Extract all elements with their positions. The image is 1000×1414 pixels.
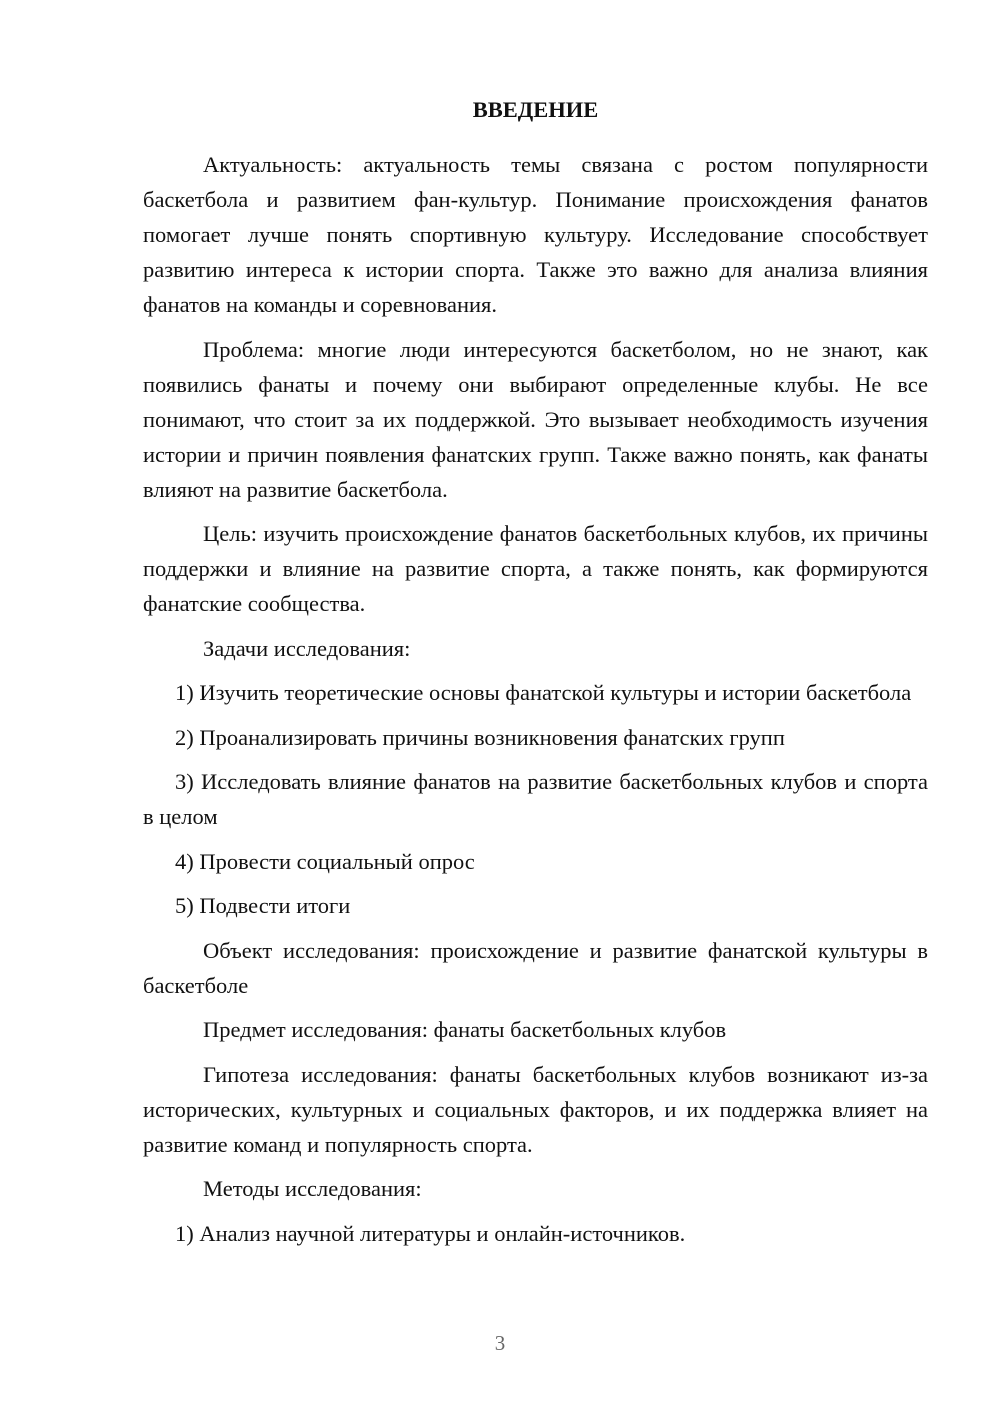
task-item: 5) Подвести итоги: [175, 893, 351, 918]
method-item: 1) Анализ научной литературы и онлайн-источников.: [175, 1220, 686, 1246]
document-page: [143, 92, 928, 1260]
paragraph-relevance: Актуальность: актуальность темы связана с ростом популярности баскетбола и развитием фан-культур. Понимание происхождения фанатов помогает лучше понять спортивную культуру. Исследование способствует развитию интереса к истории спорта. Также это важно для анализа влияния фанатов на команды и соревнования.: [143, 152, 928, 317]
task-item: 3) Исследовать влияние фанатов на развитие баскетбольных клубов и спорта в целом: [143, 769, 928, 829]
methods-heading: Методы исследования:: [203, 1176, 422, 1201]
task-item: 1) Изучить теоретические основы фанатской культуры и истории баскетбола: [175, 680, 912, 705]
paragraph-hypothesis: Гипотеза исследования: фанаты баскетбольных клубов возникают из-за исторических, культурных и социальных факторов, и их поддержка влияет на развитие команд и популярность спорта.: [143, 1061, 928, 1157]
tasks-heading: Задачи исследования:: [203, 635, 411, 661]
task-item: 4) Провести социальный опрос: [175, 848, 475, 874]
paragraph-subject: Предмет исследования: фанаты баскетбольных клубов: [203, 1017, 727, 1042]
paragraph-goal: Цель: изучить происхождение фанатов баскетбольных клубов, их причины поддержки и влияние на развитие спорта, а также понять, как формируются фанатские сообщества.: [143, 521, 928, 616]
task-item: 2) Проанализировать причины возникновения фанатских групп: [175, 724, 785, 750]
page-title: ВВЕДЕНИЕ: [472, 97, 599, 122]
paragraph-problem: Проблема: многие люди интересуются баскетболом, но не знают, как появились фанаты и почему они выбирают определенные клубы. Не все понимают, что стоит за их поддержкой. Это вызывает необходимость изучения истории и причин появления фанатских групп. Также важно понять, как фанаты влияют на развитие баскетбола.: [143, 336, 928, 502]
page-number: 3: [494, 1331, 506, 1355]
paragraph-object: Объект исследования: происхождение и развитие фанатской культуры в баскетболе: [143, 937, 928, 998]
